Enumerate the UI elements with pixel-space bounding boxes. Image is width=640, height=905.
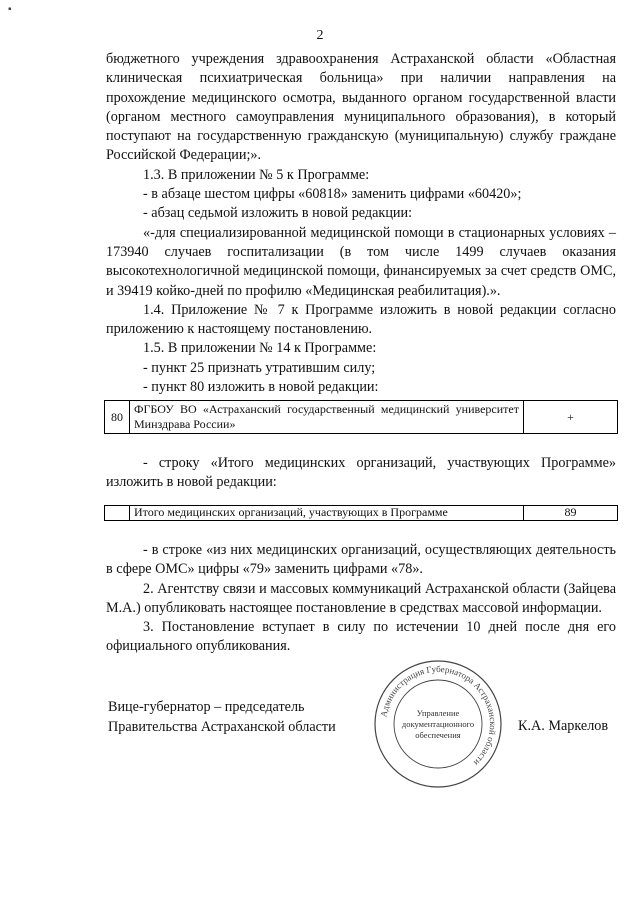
paragraph-dash: - абзац седьмой изложить в новой редакции: xyxy=(143,205,413,222)
table-cell-empty xyxy=(105,506,130,520)
document-body-middle xyxy=(106,454,616,493)
stamp-center-text xyxy=(386,708,490,741)
paragraph-item-2: 2. Агентству связи и массовых коммуникаций Астраханской области (Зайцева М.А.) опубликовать настоящее постановление в средствах массовой информации. xyxy=(106,580,616,616)
paragraph-item-3: 3. Постановление вступает в силу по истечении 10 дней после дня его официального опубликования. xyxy=(106,619,616,655)
signatory-name: К.А. Маркелов xyxy=(518,718,609,734)
paragraph-continuation: бюджетного учреждения здравоохранения Астраханской области «Областная клиническая психиатрическая больница» при наличии направления на прохождение медицинского осмотра, выданного органом государственной власти (органом местного самоуправления муниципального образования), в который поступают на государственную гражданскую (муниципальную) службу граждане Российской Федерации;». xyxy=(106,51,616,164)
document-body-top xyxy=(106,50,616,397)
paragraph-dash: - пункт 80 изложить в новой редакции: xyxy=(143,379,379,396)
paragraph-oms: - в строке «из них медицинских организаций, осуществляющих деятельность в сфере ОМС» цифры «79» заменить цифрами «78». xyxy=(106,542,616,578)
table-row-total xyxy=(104,505,618,521)
stamp-line: обеспечения xyxy=(415,730,461,740)
paragraph-item-1-3: 1.3. В приложении № 5 к Программе: xyxy=(143,166,370,183)
stamp-ring-text: Администрация Губернатора Астраханской области xyxy=(378,663,499,768)
table-cell-number: 80 xyxy=(105,401,130,433)
table-cell-total-value: 89 xyxy=(564,505,577,519)
paragraph-item-1-4: 1.4. Приложение № 7 к Программе изложить в новой редакции согласно приложению к настоящему постановлению. xyxy=(106,301,616,338)
paragraph-dash: - в абзаце шестом цифры «60818» заменить цифрами «60420»; xyxy=(143,186,522,203)
signature-position xyxy=(108,697,336,737)
document-body-bottom xyxy=(106,541,616,657)
table-cell-total-name: Итого медицинских организаций, участвующих в Программе xyxy=(130,506,524,520)
page-number: 2 xyxy=(316,28,324,43)
table-cell-name: ФГБОУ ВО «Астраханский государственный медицинский университет Минздрава России» xyxy=(130,401,524,433)
paragraph-total-row: - строку «Итого медицинских организаций, участвующих Программе» изложить в новой редакции: xyxy=(106,455,616,491)
corner-mark: ▪ xyxy=(8,4,12,15)
table-row-80 xyxy=(104,400,618,434)
paragraph-dash: - пункт 25 признать утратившим силу; xyxy=(143,359,376,376)
paragraph-item-1-5: 1.5. В приложении № 14 к Программе: xyxy=(143,340,377,357)
stamp-line: Управление xyxy=(416,708,460,718)
signature-position-line: Правительства Астраханской области xyxy=(108,719,336,735)
paragraph-quote: «-для специализированной медицинской помощи в стационарных условиях – 173940 случаев госпитализации (в том числе 1499 случаев оказания высокотехнологичной медицинской помощи, финансируемых за счет средств ОМС, и 39419 койко-дней по профилю «Медицинская реабилитация).». xyxy=(106,224,616,299)
table-cell-mark: + xyxy=(567,409,574,424)
stamp-line: документационного xyxy=(401,719,475,729)
signature-position-line: Вице-губернатор – председатель xyxy=(108,699,305,715)
